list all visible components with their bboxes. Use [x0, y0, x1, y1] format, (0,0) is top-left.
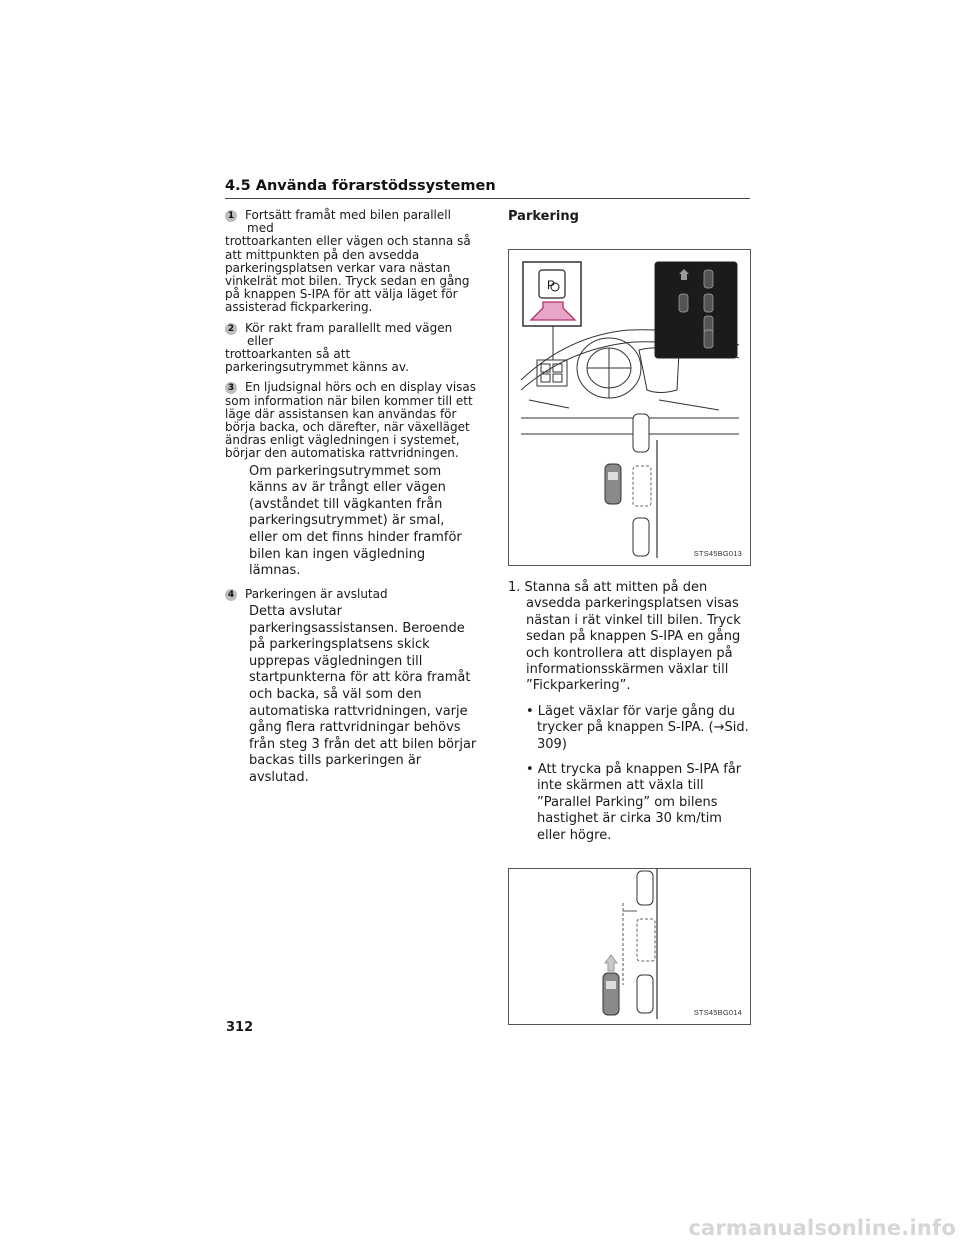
section-header: [225, 178, 750, 199]
step-4-note: Detta avslutar parkeringsassistansen. Beroende på parkeringsplatsens skick upprepas vägledningen till startpunkterna för att köra framåt och backa, så väl som den automatiska rattvridningen, varje gång flera rattvridningar behövs från steg 3 från det att bilen börjar backas tills parkeringen är avslutad.: [249, 604, 477, 785]
step-3-heading: En ljudsignal hörs och en display visas: [245, 380, 477, 395]
step-number-badge: 4: [225, 589, 237, 601]
info-screen: [655, 262, 737, 358]
header-divider: [225, 198, 750, 199]
bullet-speed-limit: • Att trycka på knappen S-IPA får inte skärmen att växla till ”Parallel Parking” om bilens hastighet är cirka 30 km/tim eller högre.: [526, 762, 742, 843]
step-3-note: Om parkeringsutrymmet som känns av är trångt eller vägen (avståndet till vägkanten från parkeringsutrymmet) är smal, eller om det finns hinder framför bilen kan ingen vägledning lämnas.: [249, 463, 462, 579]
instruction-step-1: 1. Stanna så att mitten på den avsedda parkeringsplatsen visas nästan i rät vinkel till bilen. Tryck sedan på knappen S-IPA en gång och kontrollera att displayen på informationsskärmen växlar till ”Fickparkering”.: [508, 580, 741, 694]
step-number-badge: 3: [225, 382, 237, 394]
step-2-body: trottoarkanten så att parkeringsutrymmet känns av.: [225, 347, 409, 375]
parallel-parking-illustration: [509, 869, 750, 1024]
step-4: [225, 588, 477, 601]
step-number-badge: 2: [225, 323, 237, 335]
right-column: [508, 209, 752, 1025]
bullet-mode-toggle: • Läget växlar för varje gång du trycker på knappen S-IPA. (→Sid. 309): [526, 703, 749, 752]
step-2-heading: Kör rakt fram parallellt med vägen eller: [245, 320, 453, 348]
step-4-heading: Parkeringen är avslutad: [245, 586, 388, 601]
left-column: [225, 209, 477, 795]
s-ipa-button-label: P: [547, 278, 556, 292]
step-3: [225, 381, 477, 460]
figure-parking-display: [508, 249, 751, 566]
figure-code: STS45BG014: [693, 1008, 742, 1018]
step-number-badge: 1: [225, 210, 237, 222]
step-1-heading: Fortsätt framåt med bilen parallell med: [245, 208, 451, 236]
figure-parallel-parking: [508, 868, 751, 1025]
forward-arrow-icon: [605, 955, 617, 971]
step-1-body: trottoarkanten eller vägen och stanna så att mittpunkten på den avsedda parkeringsplatsen verkar vara nästan vinkelrät mot bilen. Tryck sedan en gång på knappen S-IPA för att välja läget för assisterad fickparkering.: [225, 234, 471, 315]
step-3-body: som information när bilen kommer till ett läge där assistansen kan användas för börja backa, och därefter, när växelläget ändras enligt vägledningen i systemet, börjar den automatiska rattvridningen.: [225, 393, 473, 461]
parking-heading: Parkering: [508, 209, 579, 224]
step-1: [225, 209, 477, 315]
section-title: 4.5 Använda förarstödssystemen: [225, 178, 496, 194]
page-number: 312: [226, 1020, 254, 1035]
figure-code: STS45BG013: [693, 549, 742, 558]
parking-illustration: [509, 250, 750, 565]
step-2: [225, 322, 477, 375]
watermark: carmanualsonline.info: [688, 1216, 956, 1240]
